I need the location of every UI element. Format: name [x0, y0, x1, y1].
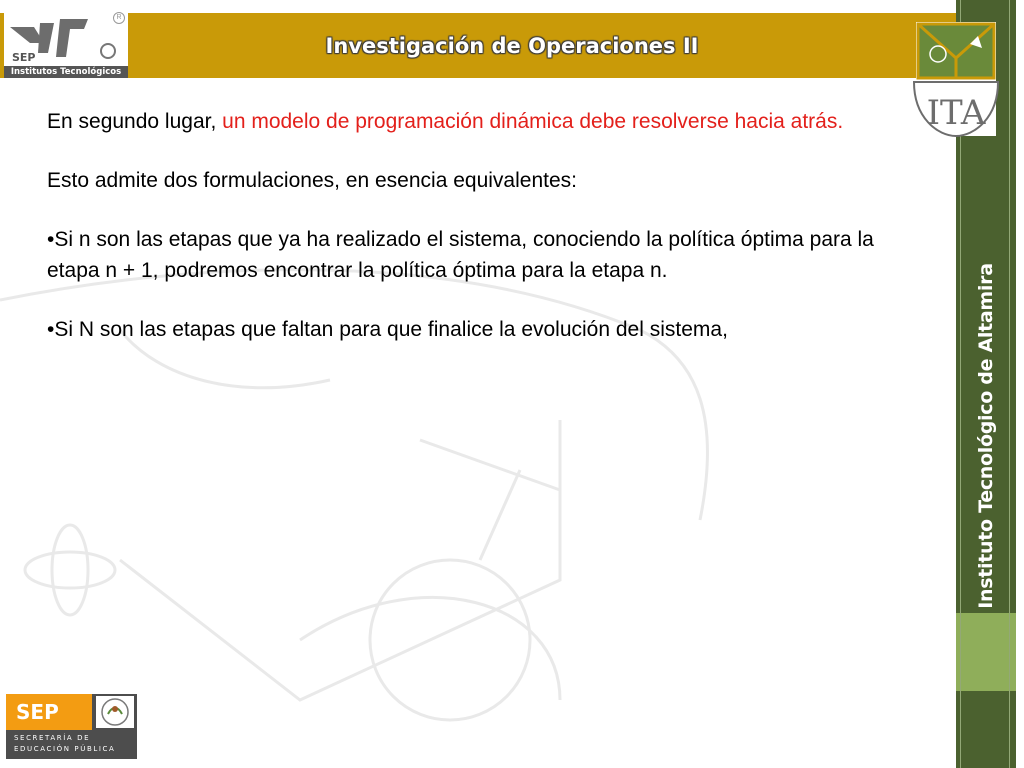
- slide-title: Investigación de Operaciones II: [325, 34, 699, 58]
- registered-mark-icon: R: [113, 12, 125, 24]
- paragraph-1-highlight: un modelo de programación dinámica debe resolverse hacia atrás.: [222, 110, 844, 133]
- slide-body: [47, 106, 907, 345]
- sep-footer-logo: [6, 694, 137, 759]
- paragraph-1: [47, 106, 907, 137]
- footer-line-1: SECRETARÍA DE: [14, 734, 91, 742]
- ita-logo-text: ITA: [926, 93, 986, 133]
- footer-line-2: EDUCACIÓN PÚBLICA: [14, 745, 116, 753]
- ita-shield-logo: [908, 18, 1004, 142]
- paragraph-1-lead: En segundo lugar,: [47, 110, 223, 133]
- bullet-1: •Si n son las etapas que ya ha realizado el sistema, conociendo la política óptima para la etapa n + 1, podremos encontrar la política óptima para la etapa n.: [47, 228, 874, 282]
- sidebar-vertical-title: Instituto Tecnológico de Altamira: [975, 263, 997, 609]
- mexico-seal-icon: [96, 696, 134, 728]
- institutos-label: Institutos Tecnológicos: [4, 66, 128, 78]
- paragraph-2: Esto admite dos formulaciones, en esencia equivalentes:: [47, 169, 577, 192]
- logo-sep-text: SEP: [12, 51, 36, 64]
- footer-subtitle: [14, 733, 134, 755]
- footer-sep-text: SEP: [6, 694, 92, 730]
- bullet-2: •Si N son las etapas que faltan para que finalice la evolución del sistema,: [47, 318, 728, 341]
